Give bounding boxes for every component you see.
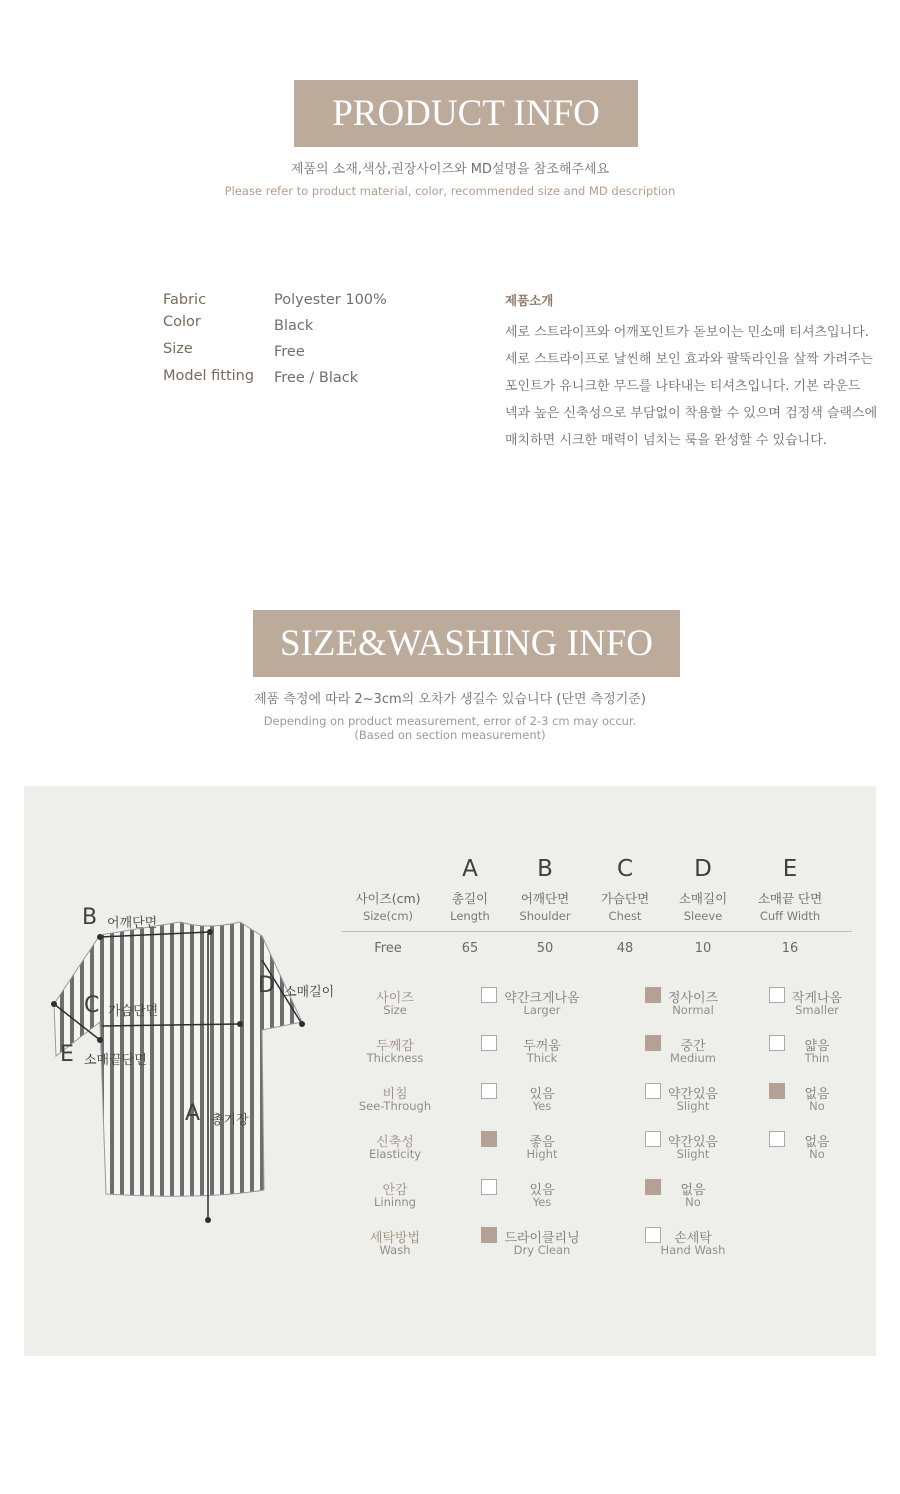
product-info-title: PRODUCT INFO: [294, 80, 638, 147]
attr-option-en: Thin: [804, 1051, 830, 1065]
attr-label-en: Elasticity: [368, 1147, 422, 1161]
attr-label-ko: 비침: [382, 1087, 408, 1102]
attr-option-ko: 정사이즈: [667, 991, 719, 1006]
description-line: 세로 스트라이프와 어깨포인트가 돋보이는 민소매 티셔츠입니다.: [505, 325, 869, 340]
attr-option-en: Yes: [532, 1099, 552, 1113]
size-washing-title: SIZE&WASHING INFO: [253, 610, 680, 677]
size-value-sleeve: 10: [694, 941, 712, 956]
description-line: 넥과 높은 신축성으로 부담없이 착용할 수 있으며 검정색 슬랙스에: [505, 406, 878, 421]
attr-option-ko: 손세탁: [674, 1231, 712, 1246]
column-letter-b: B: [537, 856, 553, 882]
column-letter-d: D: [694, 856, 712, 882]
size-value-length: 65: [461, 941, 479, 956]
attr-label-en: Size: [383, 1003, 407, 1017]
size-info-subtitle-en-2: (Based on section measurement): [354, 728, 546, 742]
description-line: 세로 스트라이프로 날씬해 보인 효과와 팔뚝라인을 살짝 가려주는: [505, 352, 873, 367]
column-ko-sleeve: 소매길이: [678, 891, 728, 906]
description-line: 포인트가 유니크한 무드를 나타내는 티셔츠입니다. 기본 라운드: [505, 379, 861, 394]
attr-label-ko: 세탁방법: [369, 1231, 421, 1246]
diagram-label-d: 소매길이: [284, 985, 335, 1000]
column-en-sleeve: Sleeve: [683, 909, 723, 923]
attr-option-ko: 없음: [804, 1087, 830, 1102]
column-en-cuff: Cuff Width: [759, 909, 821, 923]
attr-option-en: Dry Clean: [513, 1243, 571, 1257]
attr-option-en: Hight: [526, 1147, 558, 1161]
description-line: 매치하면 시크한 매력이 넘치는 룩을 완성할 수 있습니다.: [505, 433, 827, 448]
attr-option-ko: 있음: [529, 1087, 555, 1102]
description-heading: 제품소개: [505, 293, 554, 308]
size-value-cuff: 16: [781, 941, 799, 956]
attr-option-en: No: [809, 1147, 825, 1161]
attr-label-en: Thickness: [366, 1051, 424, 1065]
size-value-free: Free: [374, 941, 402, 956]
attr-option-en: Smaller: [795, 1003, 839, 1017]
size-info-subtitle-ko: 제품 측정에 따라 2~3cm의 오차가 생길수 있습니다 (단면 측정기준): [254, 692, 646, 707]
attr-option-ko: 약간크게나옴: [504, 991, 580, 1006]
attr-option-ko: 두꺼움: [523, 1039, 561, 1054]
table-divider: [342, 931, 852, 932]
attr-label-en: Wash: [379, 1243, 411, 1257]
garment-diagram: [40, 900, 320, 1230]
attr-label-ko: 사이즈: [376, 991, 414, 1006]
attr-label-ko: 안감: [382, 1183, 408, 1198]
column-ko-length: 총길이: [451, 891, 489, 906]
attr-label-ko: 두께감: [376, 1039, 414, 1054]
attr-option-en: Medium: [670, 1051, 716, 1065]
spec-value-size: Free: [274, 344, 305, 360]
diagram-label-c: 가슴단면: [108, 1004, 159, 1019]
attr-option-ko: 없음: [680, 1183, 706, 1198]
diagram-letter-e: E: [60, 1042, 74, 1067]
attr-option-en: Slight: [676, 1099, 710, 1113]
column-letter-a: A: [462, 856, 478, 882]
attr-option-ko: 있음: [529, 1183, 555, 1198]
column-letter-e: E: [782, 856, 798, 882]
spec-label-size: Size: [163, 341, 193, 357]
attr-option-ko: 없음: [804, 1135, 830, 1150]
attr-option-ko: 작게나옴: [791, 991, 843, 1006]
attr-label-en: Lininng: [374, 1195, 416, 1209]
column-en-chest: Chest: [608, 909, 642, 923]
column-ko-chest: 가슴단면: [600, 891, 650, 906]
spec-label-model-fitting: Model fitting: [163, 368, 255, 384]
attr-option-ko: 드라이클리닝: [504, 1231, 580, 1246]
attr-option-en: Thick: [526, 1051, 558, 1065]
column-en-shoulder: Shoulder: [519, 909, 571, 923]
size-header-ko: 사이즈(cm): [355, 891, 421, 906]
attr-option-en: Hand Wash: [660, 1243, 726, 1257]
diagram-letter-c: C: [84, 993, 100, 1018]
spec-label-color: Color: [163, 314, 201, 330]
attr-option-ko: 좋음: [529, 1135, 555, 1150]
attr-option-ko: 얇음: [804, 1039, 830, 1054]
attr-option-en: Slight: [676, 1147, 710, 1161]
diagram-label-b: 어깨단면: [107, 916, 158, 931]
diagram-letter-d: D: [258, 973, 275, 998]
column-ko-shoulder: 어깨단면: [520, 891, 570, 906]
size-value-shoulder: 50: [536, 941, 554, 956]
attr-option-ko: 약간있음: [667, 1087, 719, 1102]
attr-option-en: No: [685, 1195, 701, 1209]
size-value-chest: 48: [616, 941, 634, 956]
diagram-letter-a: A: [185, 1101, 201, 1126]
attr-option-ko: 중간: [680, 1039, 706, 1054]
column-en-length: Length: [450, 909, 490, 923]
attr-option-en: Larger: [523, 1003, 561, 1017]
product-info-subtitle-en: Please refer to product material, color, recommended size and MD description: [224, 184, 676, 198]
spec-value-model-fitting: Free / Black: [274, 370, 359, 386]
diagram-letter-b: B: [82, 905, 98, 930]
attr-option-en: No: [809, 1099, 825, 1113]
column-ko-cuff: 소매끝 단면: [757, 891, 823, 906]
diagram-label-a: 총기장: [211, 1113, 249, 1128]
product-info-subtitle-ko: 제품의 소재,색상,권장사이즈와 MD설명을 참조해주세요: [290, 162, 610, 177]
spec-label-fabric: Fabric: [163, 292, 207, 308]
spec-value-fabric: Polyester 100%: [274, 292, 387, 308]
column-letter-c: C: [616, 856, 634, 882]
size-info-subtitle-en-1: Depending on product measurement, error of 2-3 cm may occur.: [263, 714, 637, 728]
attr-option-en: Normal: [672, 1003, 714, 1017]
attr-option-ko: 약간있음: [667, 1135, 719, 1150]
diagram-label-e: 소매끝단면: [84, 1053, 147, 1068]
size-header-en: Size(cm): [362, 909, 414, 923]
attr-label-ko: 신축성: [376, 1135, 414, 1150]
attr-option-en: Yes: [532, 1195, 552, 1209]
attr-label-en: See-Through: [358, 1099, 432, 1113]
spec-value-color: Black: [274, 318, 314, 334]
